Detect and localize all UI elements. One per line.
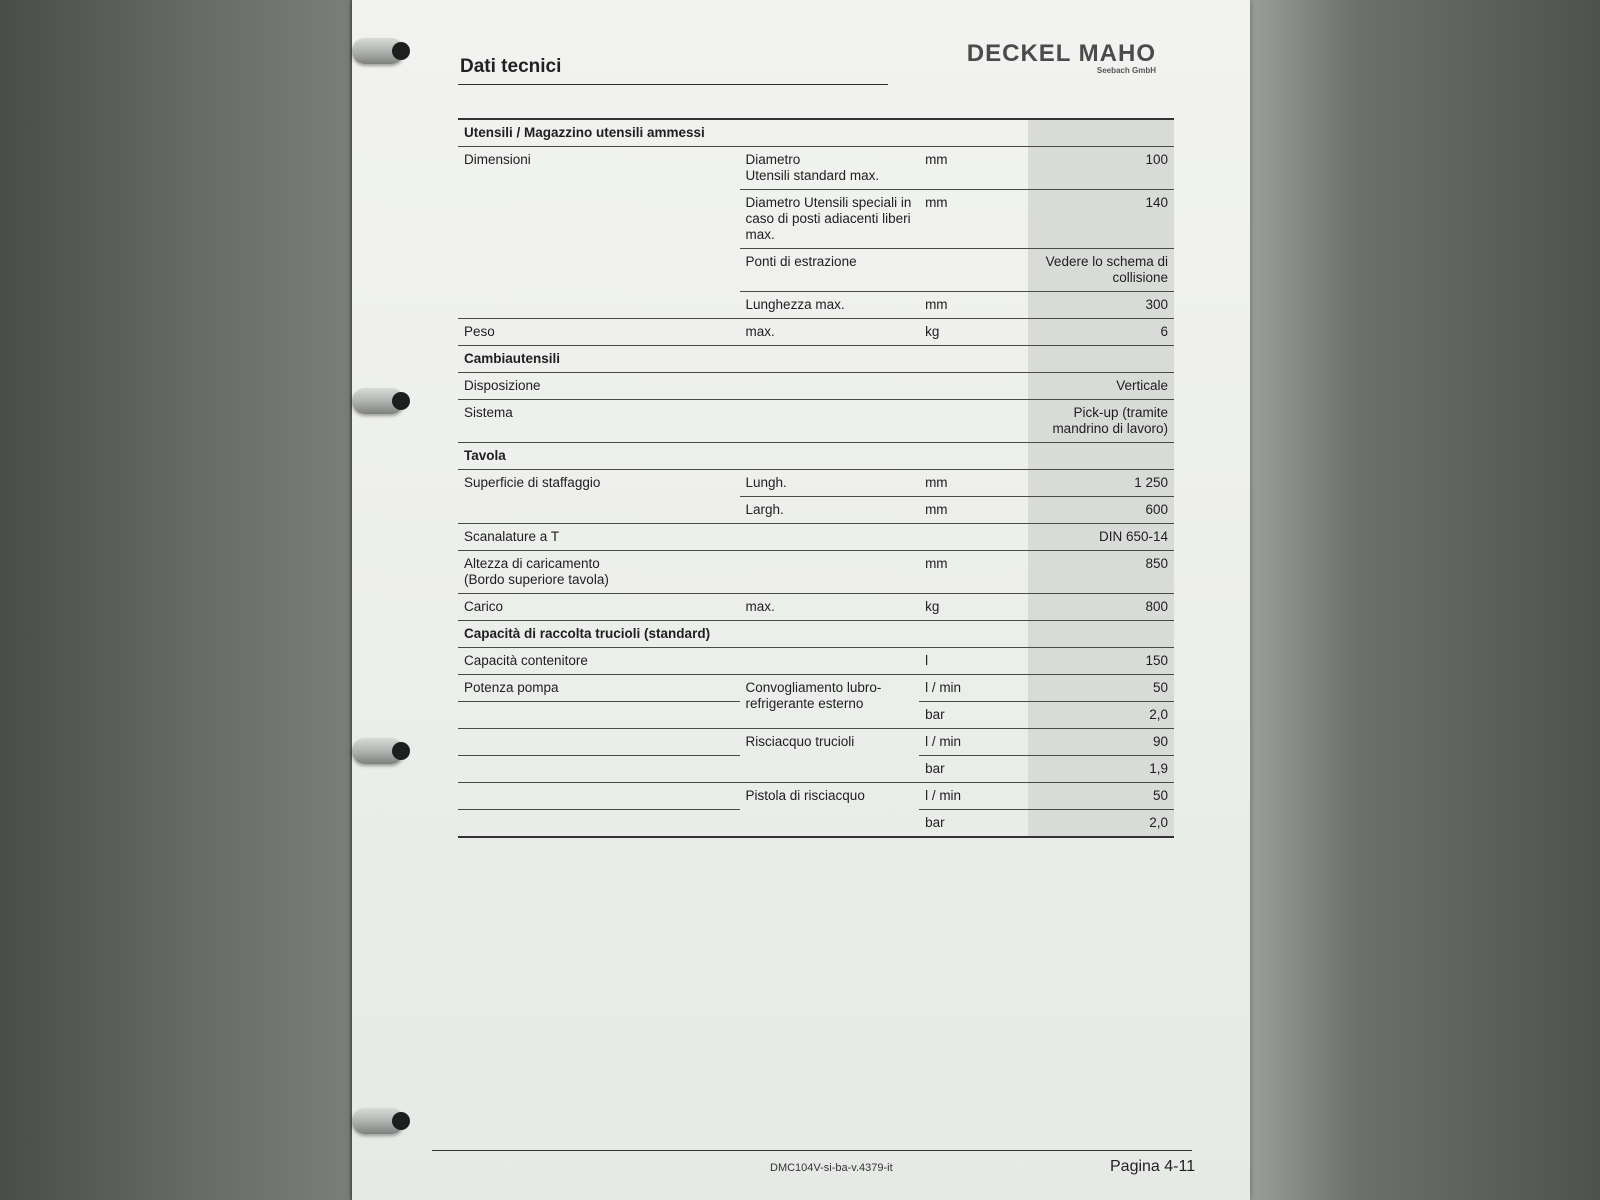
row-value: Pick-up (tramite mandrino di lavoro): [1028, 400, 1174, 443]
row-value: 850: [1028, 551, 1174, 594]
row-value: Vedere lo schema di collisione: [1028, 249, 1174, 292]
title-underline: [458, 84, 888, 85]
row-unit: mm: [919, 497, 1028, 524]
table-row: [458, 346, 1174, 373]
table-row: [458, 319, 1174, 346]
row-unit: bar: [919, 756, 1028, 783]
row-sublabel: Largh.: [740, 497, 920, 524]
row-unit: l / min: [919, 729, 1028, 756]
row-sublabel: Pistola di risciacquo: [740, 783, 920, 810]
row-label: Potenza pompa: [458, 675, 740, 702]
table-row: [458, 810, 1174, 838]
row-value: Verticale: [1028, 373, 1174, 400]
table-row: [458, 249, 1174, 292]
table-row: [458, 443, 1174, 470]
row-value: 150: [1028, 648, 1174, 675]
row-value: 2,0: [1028, 702, 1174, 729]
row-unit: l / min: [919, 783, 1028, 810]
row-value: DIN 650-14: [1028, 524, 1174, 551]
row-value: 50: [1028, 783, 1174, 810]
row-sublabel: Risciacquo trucioli: [740, 729, 920, 756]
table-row: [458, 756, 1174, 783]
table-row: [458, 400, 1174, 443]
row-label: Dimensioni: [458, 147, 740, 190]
row-value: 1,9: [1028, 756, 1174, 783]
row-sublabel: max.: [740, 319, 920, 346]
background-right: [1250, 0, 1600, 1200]
row-label: Sistema: [458, 400, 1028, 443]
row-unit: mm: [919, 551, 1028, 594]
brand-logo: DECKEL MAHO: [966, 40, 1156, 67]
section-heading-chips: Capacità di raccolta trucioli (standard): [458, 621, 1028, 648]
binder-ring-1: [352, 38, 404, 64]
row-label: Capacità contenitore: [458, 648, 919, 675]
page-header: [458, 40, 1174, 118]
footer-page-number: Pagina 4-11: [1110, 1158, 1196, 1175]
table-row: [458, 524, 1174, 551]
binder-ring-4: [352, 1108, 404, 1134]
table-row: [458, 783, 1174, 810]
binder-ring-3: [352, 738, 404, 764]
row-value: 800: [1028, 594, 1174, 621]
row-label: Scanalature a T: [458, 524, 1028, 551]
row-value: 1 250: [1028, 470, 1174, 497]
table-row: [458, 373, 1174, 400]
page-content: [458, 40, 1174, 838]
table-row: [458, 675, 1174, 702]
table-row: [458, 551, 1174, 594]
row-unit: kg: [919, 319, 1028, 346]
row-value: 2,0: [1028, 810, 1174, 838]
row-label: Peso: [458, 319, 740, 346]
row-unit: kg: [919, 594, 1028, 621]
section-heading-changer: Cambiautensili: [458, 346, 1028, 373]
row-value: 90: [1028, 729, 1174, 756]
row-sublabel: Lunghezza max.: [740, 292, 920, 319]
row-unit: bar: [919, 702, 1028, 729]
row-unit: mm: [919, 147, 1028, 190]
binder-ring-2: [352, 388, 404, 414]
row-sublabel: max.: [740, 594, 920, 621]
row-label: Disposizione: [458, 373, 1028, 400]
row-sublabel: Ponti di estrazione: [740, 249, 920, 292]
row-label: Altezza di caricamento (Bordo superiore tavola): [458, 551, 919, 594]
row-sublabel: Convogliamento lubro- refrigerante esterno: [740, 675, 920, 729]
row-sublabel: Lungh.: [740, 470, 920, 497]
row-sublabel: Diametro Utensili speciali in caso di posti adiacenti liberi max.: [740, 190, 920, 249]
table-row: [458, 729, 1174, 756]
row-unit: mm: [919, 190, 1028, 249]
row-value: 6: [1028, 319, 1174, 346]
row-value: 100: [1028, 147, 1174, 190]
page-title: Dati tecnici: [460, 56, 562, 77]
section-heading-tools: Utensili / Magazzino utensili ammessi: [458, 119, 1028, 147]
brand-subtitle: Seebach GmbH: [1096, 66, 1156, 75]
row-unit: l / min: [919, 675, 1028, 702]
table-row: [458, 147, 1174, 190]
table-row: [458, 648, 1174, 675]
section-heading-table: Tavola: [458, 443, 1028, 470]
row-unit: bar: [919, 810, 1028, 838]
row-label: Superficie di staffaggio: [458, 470, 740, 497]
row-value: 140: [1028, 190, 1174, 249]
row-label: Carico: [458, 594, 740, 621]
table-row: [458, 190, 1174, 249]
table-row: [458, 119, 1174, 147]
table-row: [458, 594, 1174, 621]
row-unit: mm: [919, 292, 1028, 319]
row-value: 300: [1028, 292, 1174, 319]
row-value: 600: [1028, 497, 1174, 524]
table-row: [458, 497, 1174, 524]
row-unit: l: [919, 648, 1028, 675]
row-sublabel: Diametro Utensili standard max.: [740, 147, 920, 190]
table-row: [458, 470, 1174, 497]
spec-table: [458, 118, 1174, 838]
row-unit: mm: [919, 470, 1028, 497]
background-left: [0, 0, 350, 1200]
table-row: [458, 292, 1174, 319]
table-row: [458, 621, 1174, 648]
row-value: 50: [1028, 675, 1174, 702]
footer-document-id: DMC104V-si-ba-v.4379-it: [770, 1162, 893, 1174]
footer-rule: [432, 1150, 1192, 1151]
